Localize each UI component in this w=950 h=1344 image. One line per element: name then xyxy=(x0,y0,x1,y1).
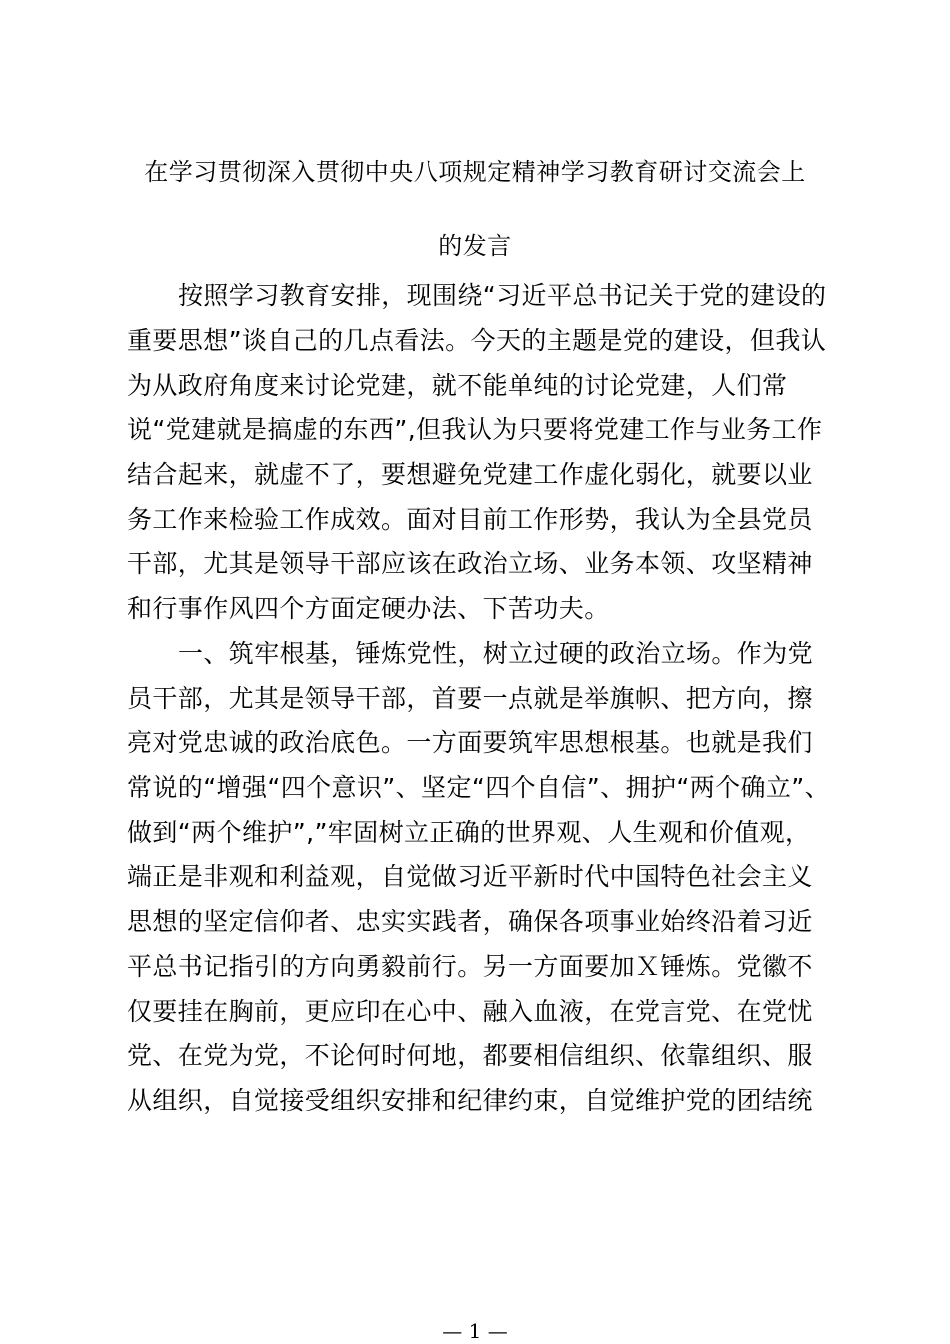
page-number: — 1 — xyxy=(442,1319,508,1343)
body-line: 为从政府角度来讨论党建，就不能单纯的讨论党建，人们常 xyxy=(127,371,788,400)
body-line: 端正是非观和利益观，自觉做习近平新时代中国特色社会主义 xyxy=(127,862,813,891)
body-line: 思想的坚定信仰者、忠实实践者，确保各项事业始终沿着习近 xyxy=(127,907,813,936)
section-heading-line: 一、筑牢根基，锤炼党性，树立过硬的政治立场。作为党 xyxy=(178,639,814,668)
body-line: 平总书记指引的方向勇毅前行。另一方面要加Ｘ锤炼。党徽不 xyxy=(127,952,813,981)
body-line: 结合起来，就虚不了，要想避免党建工作虚化弱化，就要以业 xyxy=(127,460,813,489)
body-line: 说“党建就是搞虚的东西”,但我认为只要将党建工作与业务工作 xyxy=(127,415,823,444)
body-line: 干部，尤其是领导干部应该在政治立场、业务本领、攻坚精神 xyxy=(127,549,813,578)
body-line: 仅要挂在胸前，更应印在心中、融入血液，在党言党、在党忧 xyxy=(127,997,813,1026)
document-title-line-2: 的发言 xyxy=(438,232,512,260)
body-line: 重要思想”谈自己的几点看法。今天的主题是党的建设，但我认 xyxy=(127,326,827,355)
body-line: 做到“两个维护”,”牢固树立正确的世界观、人生观和价值观， xyxy=(127,818,811,847)
body-line: 员干部，尤其是领导干部，首要一点就是举旗帜、把方向，擦 xyxy=(127,684,813,713)
body-line: 亮对党忠诚的政治底色。一方面要筑牢思想根基。也就是我们 xyxy=(127,728,813,757)
body-line: 党、在党为党，不论何时何地，都要相信组织、依靠组织、服 xyxy=(127,1041,813,1070)
body-line: 从组织，自觉接受组织安排和纪律约束，自觉维护党的团结统 xyxy=(127,1086,813,1115)
body-line: 务工作来检验工作成效。面对目前工作形势，我认为全县党员 xyxy=(127,505,813,534)
body-line: 按照学习教育安排，现围绕“习近平总书记关于党的建设的 xyxy=(178,281,827,310)
document-title-line-1: 在学习贯彻深入贯彻中央八项规定精神学习教育研讨交流会上 xyxy=(144,158,806,186)
body-line: 常说的“增强“四个意识”、坚定“四个自信”、拥护“两个确立”、 xyxy=(127,773,831,802)
body-line: 和行事作风四个方面定硬办法、下苦功夫。 xyxy=(127,594,610,623)
